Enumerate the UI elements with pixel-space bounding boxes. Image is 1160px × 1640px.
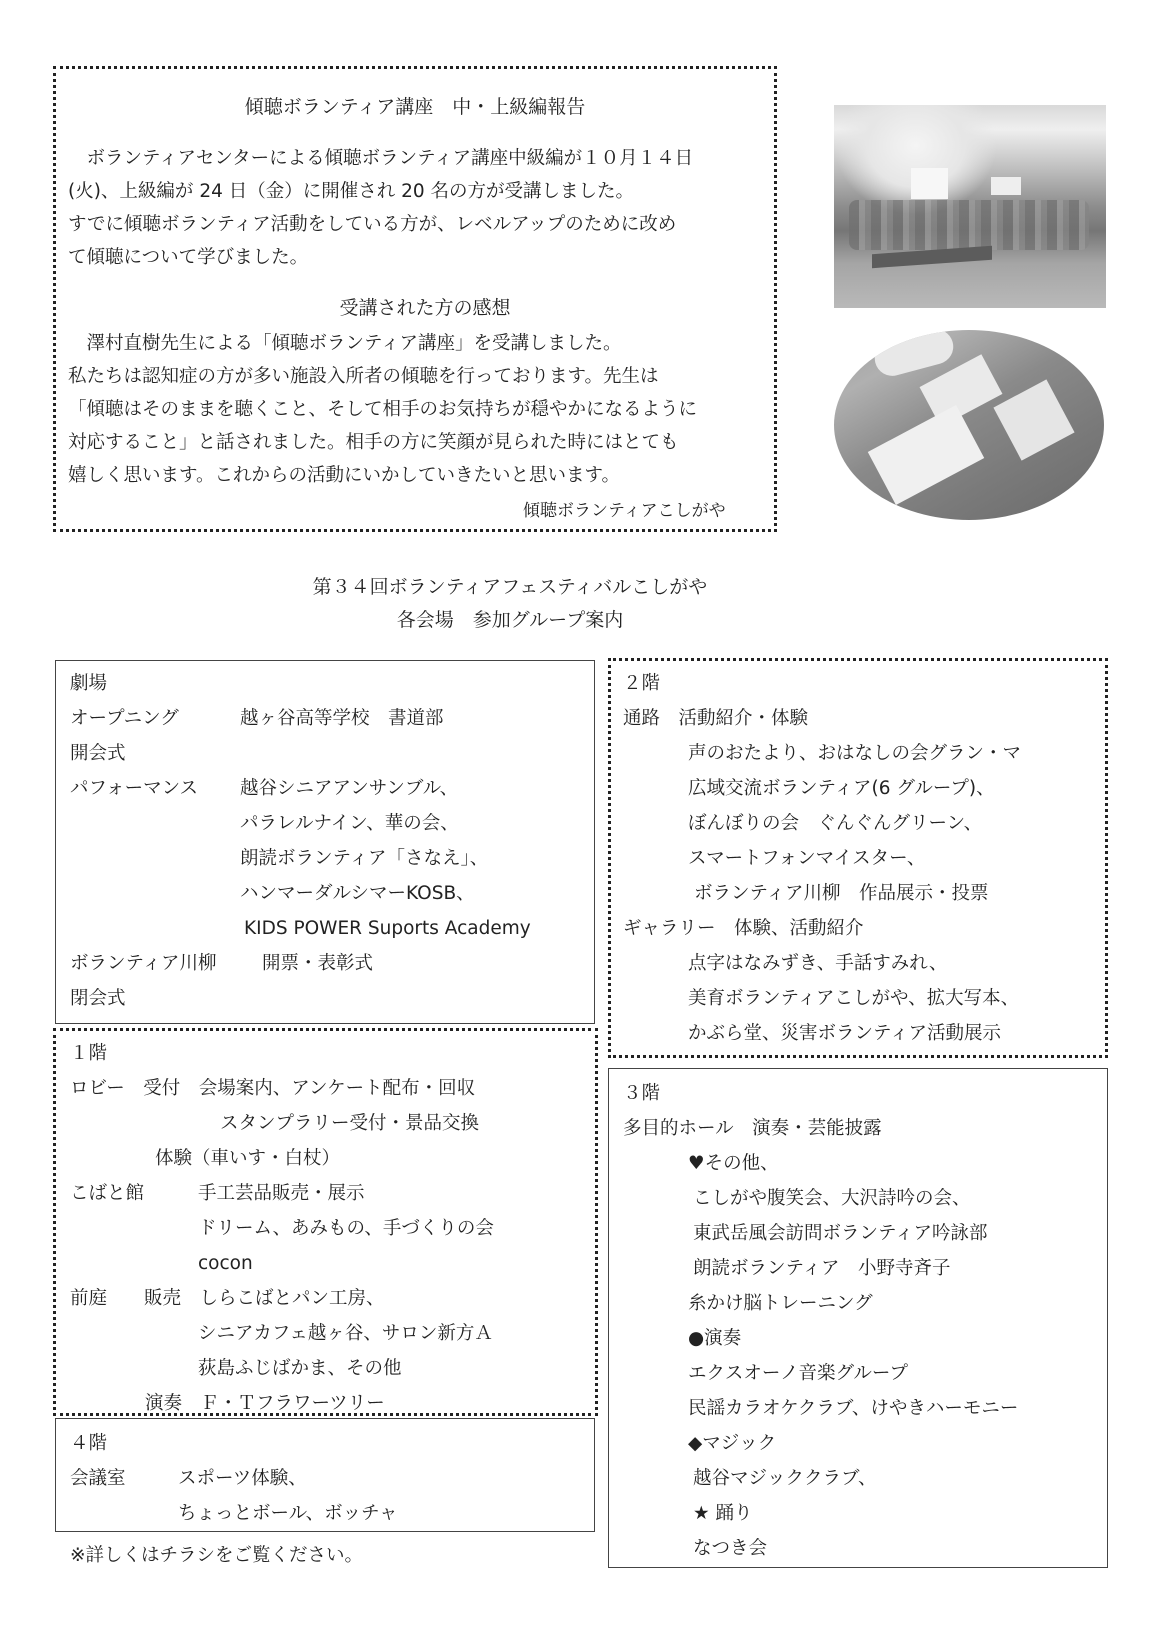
impressions-line: 私たちは認知症の方が多い施設入所者の傾聴を行っております。先生は — [68, 366, 659, 387]
floor3-line: 東武岳風会訪問ボランティア吟詠部 — [693, 1223, 988, 1244]
floor2-line: 美育ボランティアこしがや、拡大写本、 — [688, 988, 1020, 1009]
projector-screen — [911, 168, 948, 199]
floor4-heading: ４階 — [70, 1433, 108, 1454]
floor3-line: 朗読ボランティア 小野寺斉子 — [693, 1258, 951, 1279]
impressions-line: 澤村直樹先生による「傾聴ボランティア講座」を受講しました。 — [68, 333, 622, 354]
floor1-line: 荻島ふじばかま、その他 — [198, 1358, 402, 1379]
floor1-line: cocon — [198, 1253, 253, 1274]
floor1-line: スタンプラリー受付・景品交換 — [220, 1113, 480, 1134]
floor2-line: スマートフォンマイスター、 — [688, 848, 926, 869]
theater-label: 閉会式 — [70, 988, 126, 1009]
theater-label: ボランティア川柳 — [70, 953, 217, 974]
floor2-line: 声のおたより、おはなしの会グラン・マ — [688, 743, 1022, 764]
floor1-line: シニアカフェ越ヶ谷、サロン新方Ａ — [198, 1323, 493, 1344]
theater-heading: 劇場 — [70, 673, 108, 694]
report-signature: 傾聴ボランティアこしがや — [523, 501, 726, 521]
floor1-line: 前庭 販売 しらこばとパン工房、 — [70, 1288, 385, 1309]
festival-title: 第３４回ボランティアフェスティバルこしがや — [312, 576, 708, 598]
floor2-line: ボランティア川柳 作品展示・投票 — [694, 883, 989, 904]
floor2-line: 通路 活動紹介・体験 — [623, 708, 809, 729]
handout — [993, 379, 1074, 460]
theater-label: パフォーマンス — [70, 778, 199, 799]
impressions-title: 受講された方の感想 — [339, 297, 511, 319]
report-body-line: (火)、上級編が 24 日（金）に開催され 20 名の方が受講しました。 — [68, 181, 635, 202]
floor1-line: こばと館 — [70, 1183, 145, 1204]
floor1-heading: １階 — [70, 1043, 108, 1064]
floor2-line: ぼんぼりの会 ぐんぐんグリーン、 — [688, 813, 983, 834]
impressions-line: 「傾聴はそのままを聴くこと、そして相手のお気持ちが穏やかになるように — [68, 399, 698, 420]
floor3-line: 多目的ホール 演奏・芸能披露 — [623, 1118, 882, 1139]
theater-label: 開会式 — [70, 743, 126, 764]
attendees — [849, 200, 1089, 250]
floor3-line: こしがや腹笑会、大沢詩吟の会、 — [693, 1188, 971, 1209]
floor2-line: かぶら堂、災害ボランティア活動展示 — [688, 1023, 1002, 1044]
arm — [871, 330, 957, 380]
table-handouts-photo — [834, 330, 1104, 520]
floor3-line: エクスオーノ音楽グループ — [688, 1363, 908, 1384]
floor3-line: 民謡カラオケクラブ、けやきハーモニー — [688, 1398, 1019, 1419]
theater-text: 朗読ボランティア「さなえ」、 — [240, 848, 489, 869]
floor2-heading: ２階 — [623, 673, 661, 694]
impressions-line: 対応すること」と話されました。相手の方に笑顔が見られた時にはとても — [68, 432, 679, 453]
floor2-line: 広域交流ボランティア(6 グループ)、 — [688, 778, 995, 799]
floor4-room: 会議室 — [70, 1468, 126, 1489]
impressions-line: 嬉しく思います。これからの活動にいかしていきたいと思います。 — [68, 465, 621, 486]
festival-subtitle: 各会場 参加グループ案内 — [396, 609, 624, 631]
report-title: 傾聴ボランティア講座 中・上級編報告 — [244, 96, 586, 118]
floor4-line: スポーツ体験、 — [178, 1468, 307, 1489]
footnote: ※詳しくはチラシをご覧ください。 — [70, 1545, 364, 1566]
theater-text: 越ヶ谷高等学校 書道部 — [240, 708, 444, 729]
handout — [868, 405, 984, 505]
floor1-line: ロビー 受付 会場案内、アンケート配布・回収 — [70, 1078, 476, 1099]
floor3-line: なつき会 — [693, 1538, 768, 1559]
theater-text: パラレルナイン、華の会、 — [240, 813, 459, 834]
floor3-line: ♥その他、 — [688, 1153, 779, 1174]
floor3-box — [608, 1068, 1108, 1568]
floor3-line: ★ 踊り — [693, 1503, 753, 1524]
floor1-line: 手工芸品販売・展示 — [198, 1183, 365, 1204]
floor3-line: 糸かけ脳トレーニング — [688, 1293, 873, 1314]
whiteboard — [991, 177, 1021, 195]
report-body-line: すでに傾聴ボランティア活動をしている方が、レベルアップのために改め — [68, 214, 677, 235]
floor3-line: 越谷マジッククラブ、 — [693, 1468, 877, 1489]
floor3-line: ◆マジック — [688, 1433, 777, 1454]
theater-text: KIDS POWER Suports Academy — [244, 918, 531, 939]
floor2-line: 点字はなみずき、手話すみれ、 — [688, 953, 948, 974]
report-body-line: て傾聴について学びました。 — [68, 247, 309, 268]
floor3-line: ●演奏 — [688, 1328, 742, 1349]
seminar-room-photo — [834, 105, 1106, 308]
floor3-heading: ３階 — [623, 1083, 661, 1104]
theater-label: オープニング — [70, 708, 179, 729]
floor2-line: ギャラリー 体験、活動紹介 — [623, 918, 864, 939]
floor1-line: 体験（車いす・白杖） — [155, 1148, 341, 1169]
floor1-line: 演奏 Ｆ・Ｔフラワーツリー — [145, 1393, 385, 1414]
floor1-line: ドリーム、あみもの、手づくりの会 — [198, 1218, 494, 1239]
report-body-line: ボランティアセンターによる傾聴ボランティア講座中級編が１０月１４日 — [68, 148, 694, 169]
theater-text: 越谷シニアアンサンブル、 — [240, 778, 459, 799]
theater-text: ハンマーダルシマーKOSB、 — [240, 883, 475, 904]
floor4-line: ちょっとボール、ボッチャ — [178, 1503, 398, 1524]
theater-text: 開票・表彰式 — [262, 953, 374, 974]
